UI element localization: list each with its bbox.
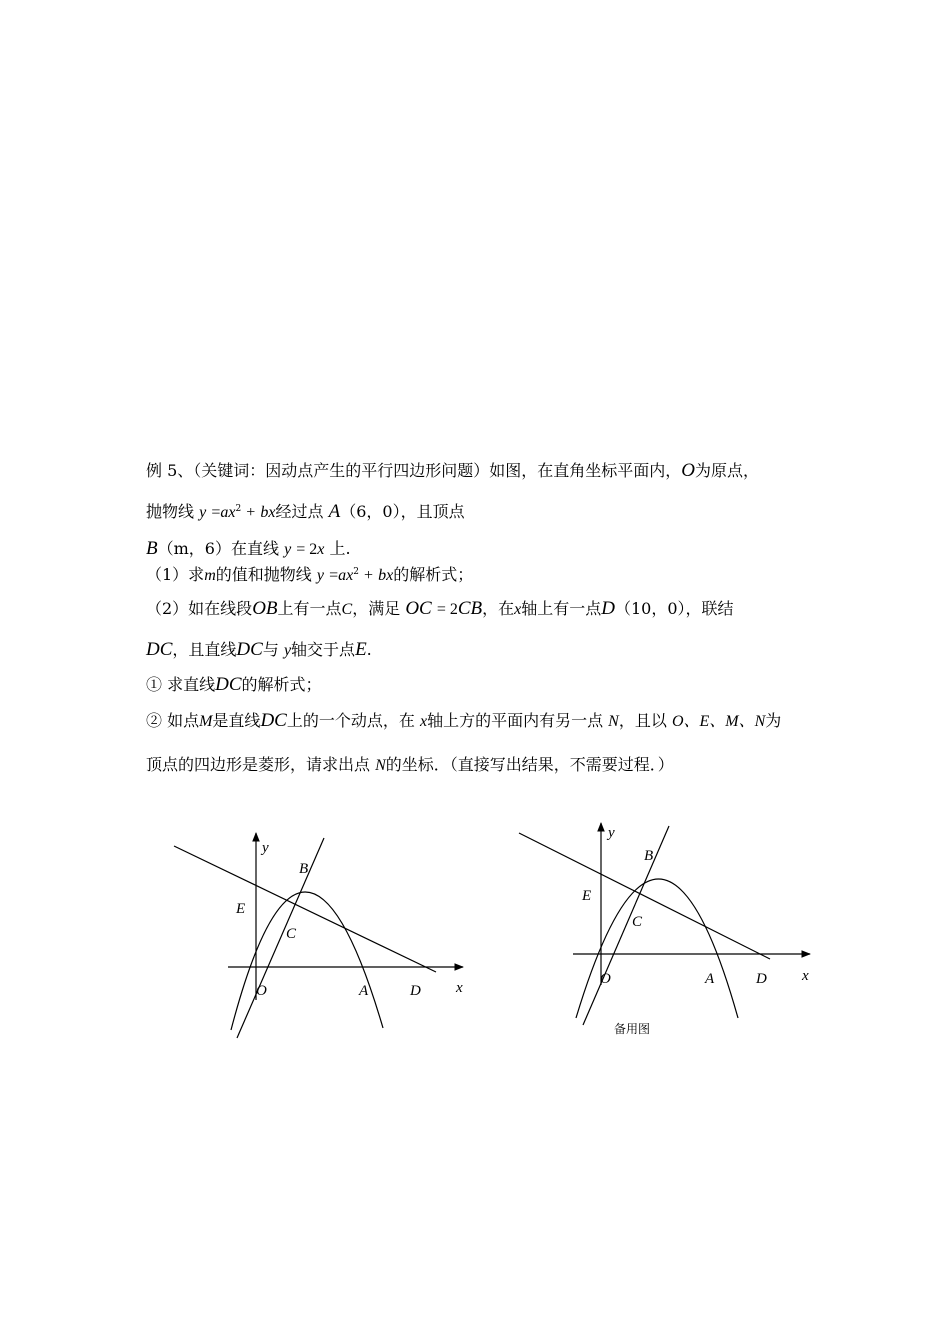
math-op: = 2 xyxy=(296,541,318,558)
text: 轴交于点 xyxy=(291,640,356,659)
text: （10，0），联结 xyxy=(615,599,734,618)
problem-line-3 xyxy=(146,536,351,560)
problem-line-6 xyxy=(146,637,372,661)
text: 的解析式； xyxy=(241,675,322,694)
text: （6，0），且顶点 xyxy=(340,502,465,521)
text: 与 xyxy=(262,640,279,659)
line-DC: DC xyxy=(260,710,287,731)
text: ② 如点 xyxy=(146,711,200,730)
problem-line-9 xyxy=(146,752,674,775)
point-list: O、E、M、N xyxy=(671,713,766,730)
text: 的解析式； xyxy=(393,565,474,584)
math-var: y xyxy=(284,541,292,558)
math-op: = xyxy=(329,567,339,584)
text: 上的一个动点，在 xyxy=(286,711,415,730)
label-x: x xyxy=(802,968,809,984)
point-C: C xyxy=(341,601,353,618)
point-O: O xyxy=(681,460,696,481)
text: 的值和抛物线 xyxy=(215,565,312,584)
text: . xyxy=(366,640,372,659)
text: ① 求直线 xyxy=(146,675,216,694)
parabola xyxy=(231,892,383,1030)
segment-OC: OC xyxy=(405,598,432,619)
math-op: = xyxy=(211,504,221,521)
figure-backup xyxy=(510,815,820,1035)
label-B: B xyxy=(299,861,309,877)
text: 经过点 xyxy=(275,502,324,521)
line-OB xyxy=(583,826,669,1025)
text: 是直线 xyxy=(212,711,261,730)
text: ，满足 xyxy=(352,599,401,618)
label-E: E xyxy=(236,901,246,917)
math-op: + xyxy=(246,504,256,521)
point-B: B xyxy=(146,538,158,559)
label-A: A xyxy=(359,983,369,999)
point-M: M xyxy=(199,713,213,730)
figure-main xyxy=(160,820,480,1050)
math-var: x xyxy=(317,541,325,558)
label-O: O xyxy=(600,971,611,987)
text: （2）如在线段 xyxy=(146,599,253,618)
text: 上有一点 xyxy=(277,599,342,618)
point-N: N xyxy=(608,713,619,730)
math-var: ax xyxy=(220,504,236,521)
math-var: bx xyxy=(260,504,276,521)
figure-caption: 备用图 xyxy=(614,1022,651,1036)
text: ，且直线 xyxy=(172,640,237,659)
problem-line-7 xyxy=(146,672,322,696)
exponent: 2 xyxy=(353,567,359,577)
label-B: B xyxy=(644,848,654,864)
problem-line-8 xyxy=(146,708,781,732)
problem-line-4 xyxy=(146,562,473,585)
point-A: A xyxy=(328,501,341,522)
text: ，在 xyxy=(482,599,515,618)
text: 轴上方的平面内有另一点 xyxy=(427,711,604,730)
text: 的坐标．（直接写出结果，不需要过程．） xyxy=(385,755,674,774)
label-y: y xyxy=(262,840,269,856)
point-E: E xyxy=(355,639,367,660)
text: 例 5、（关键词：因动点产生的平行四边形问题）如图，在直角坐标平面内， xyxy=(146,461,682,480)
text: （1）求 xyxy=(146,565,205,584)
math-var: m xyxy=(204,567,216,584)
math-var: x xyxy=(419,713,428,730)
text: （m，6）在直线 xyxy=(157,539,279,558)
math-var: y xyxy=(283,642,292,659)
math-var: x xyxy=(514,601,522,618)
math-var: y xyxy=(316,567,324,584)
problem-line-2 xyxy=(146,499,465,523)
segment-CB: CB xyxy=(457,598,483,619)
label-E: E xyxy=(582,888,592,904)
point-D: D xyxy=(601,598,615,619)
math-op: = 2 xyxy=(436,601,458,618)
text: 抛物线 xyxy=(146,502,195,521)
label-C: C xyxy=(286,926,297,942)
label-D: D xyxy=(410,983,421,999)
exponent: 2 xyxy=(235,504,242,514)
line-DC: DC xyxy=(236,639,263,660)
problem-line-5 xyxy=(146,596,734,620)
label-C: C xyxy=(632,914,643,930)
label-A: A xyxy=(705,971,715,987)
math-op: + xyxy=(364,567,374,584)
parabola xyxy=(576,879,738,1018)
problem-line-1 xyxy=(146,458,759,482)
point-N: N xyxy=(375,757,386,774)
line-OB xyxy=(237,838,324,1038)
text: 上. xyxy=(329,539,351,558)
label-x: x xyxy=(456,980,463,996)
text: 轴上有一点 xyxy=(521,599,602,618)
text: ，且以 xyxy=(618,711,667,730)
segment-OB: OB xyxy=(252,598,278,619)
text: 顶点的四边形是菱形，请求出点 xyxy=(146,755,371,774)
line-DC: DC xyxy=(146,639,173,660)
text: 为 xyxy=(765,711,782,730)
math-var: ax xyxy=(338,567,354,584)
line-DC: DC xyxy=(215,674,242,695)
math-var: bx xyxy=(378,567,394,584)
label-D: D xyxy=(756,971,767,987)
math-var: y xyxy=(199,504,207,521)
text: 为原点， xyxy=(695,461,760,480)
label-y: y xyxy=(608,825,615,841)
label-O: O xyxy=(256,983,267,999)
